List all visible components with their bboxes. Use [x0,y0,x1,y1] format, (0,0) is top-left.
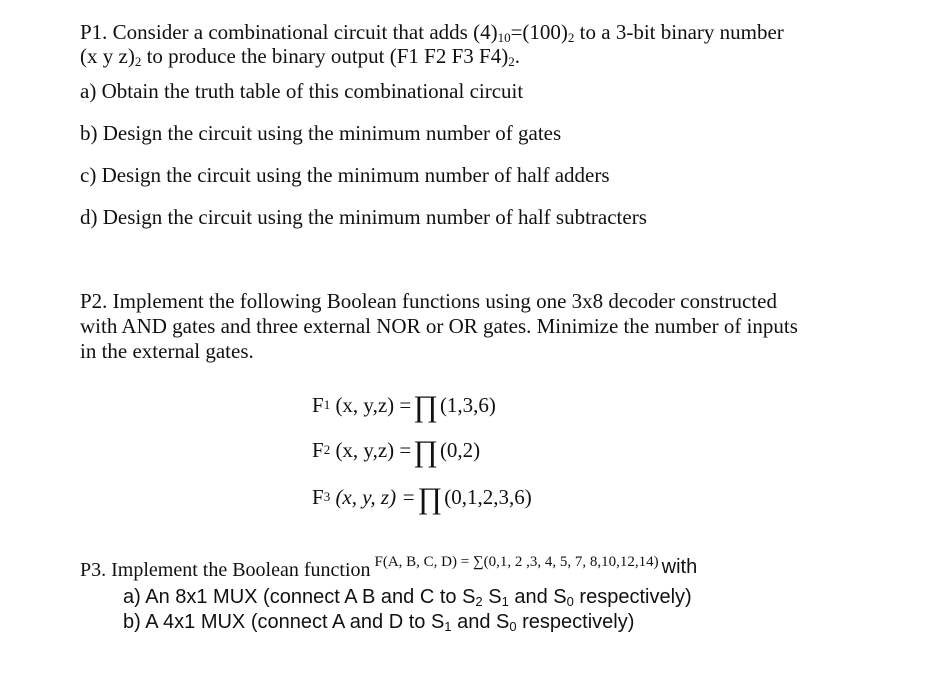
p1-line-2 [80,44,520,74]
p3-b-text-1: b) A 4x1 MUX (connect A and D to S [123,611,445,633]
p1-item-c: c) Design the circuit using the minimum number of half adders [80,163,610,187]
s1-subscript: 1 [444,619,452,634]
f1-terms: (1,3,6) [439,393,496,417]
f3-subscript: 3 [323,489,331,504]
p3-a-text-2: S [482,586,502,608]
product-symbol: ∏ [413,390,438,423]
f2-args: (x, y,z) = [335,438,412,462]
f1-args: (x, y,z) = [335,393,412,417]
p3-function-formula: F(A, B, C, D) = ∑(0,1, 2 ,3, 4, 5, 7, 8,10,12,14) [374,554,659,570]
s1-subscript: 1 [501,594,509,609]
p3-b-text-2: and S [451,611,510,633]
product-symbol: ∏ [413,435,438,468]
f2-name: F [312,438,324,462]
formula-f1 [312,390,496,423]
p3-a-text-1: a) An 8x1 MUX (connect A B and C to S [123,586,476,608]
p3-heading [80,556,697,586]
f3-args: (x, y, z) = [335,485,416,509]
p1-line-2-text-b: to produce the binary output (F1 F2 F3 F4) [141,44,509,68]
p2-line-1: P2. Implement the following Boolean functions using one 3x8 decoder constructed [80,289,777,313]
p1-item-b: b) Design the circuit using the minimum number of gates [80,121,562,145]
p3-a-text-3: and S [508,586,567,608]
p1-line-1-text-a: P1. Consider a combinational circuit that adds (4) [80,20,498,44]
p1-line-2-text-c: . [514,44,520,68]
formula-f3 [312,482,532,515]
p2-line-3: in the external gates. [80,339,254,363]
p1-item-d: d) Design the circuit using the minimum number of half subtracters [80,205,647,229]
subscript-two: 2 [508,54,515,69]
p1-line-1-text-b: =(100) [510,20,568,44]
p3-lead: P3. Implement the Boolean function [80,559,371,581]
p3-with: with [661,556,698,578]
p1-line-1-text-c: to a 3-bit binary number [574,20,784,44]
formula-f2 [312,435,481,468]
f2-terms: (0,2) [439,438,481,462]
f3-terms: (0,1,2,3,6) [444,485,532,509]
product-symbol: ∏ [417,482,443,515]
p3-b-text-3: respectively) [516,611,635,633]
subscript-two: 2 [134,54,142,69]
p3-a-text-4: respectively) [573,586,692,608]
f1-name: F [312,393,324,417]
p1-item-a: a) Obtain the truth table of this combinational circuit [80,79,524,103]
p1-line-2-text-a: (x y z) [80,44,135,68]
s0-subscript: 0 [566,594,574,609]
p2-line-2: with AND gates and three external NOR or OR gates. Minimize the number of inputs [80,314,798,338]
subscript-ten: 10 [497,30,511,45]
p3-item-b [123,610,634,639]
s0-subscript: 0 [509,619,517,634]
s2-subscript: 2 [475,594,483,609]
f3-name: F [312,485,324,509]
subscript-two: 2 [567,30,575,45]
f1-subscript: 1 [323,397,331,412]
f2-subscript: 2 [323,442,331,457]
